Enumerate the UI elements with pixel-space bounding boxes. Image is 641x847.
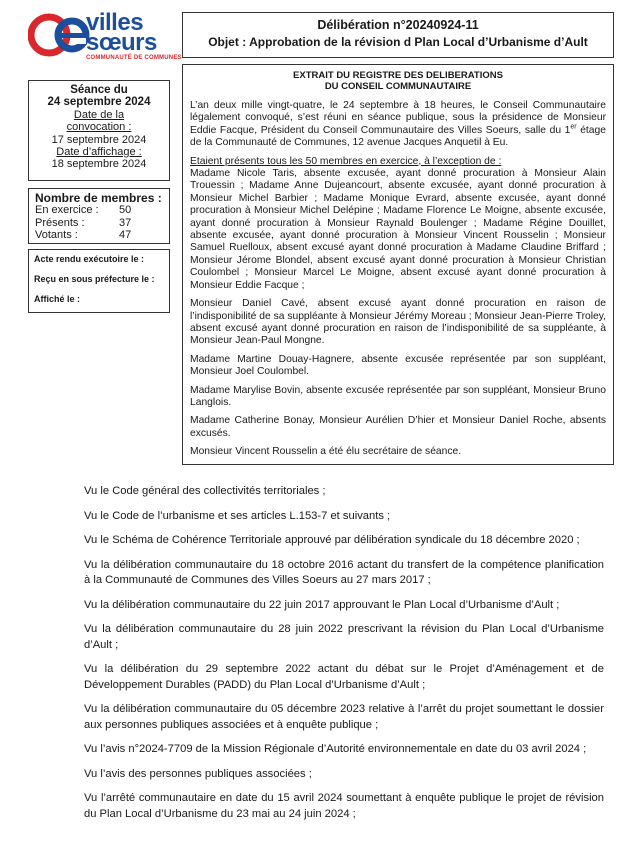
affichage-label: Date d’affichage : [56,146,142,159]
members-row [35,217,163,229]
vu-item: Vu le Schéma de Cohérence Territoriale approuvé par délibération syndicale du 18 décembre 2020 ; [84,534,580,546]
vu-item: Vu l’arrêté communautaire en date du 15 avril 2024 soumettant à enquête publique le projet de révision du Plan Local d’Urbanisme du 23 mai au 24 juin 2024 ; [84,792,604,820]
members-row [35,204,163,216]
members-row-value: 37 [119,216,132,229]
register-extract [182,64,614,465]
register-intro-sup: er [570,123,577,131]
register-intro-text-b: étage de la Communauté de Communes, 12 avenue Jacques Anquetil à Eu. [190,124,606,149]
absents-paragraph-1: Madame Nicole Taris, absente excusée, ayant donné procuration à Monsieur Alain Trouessin ; Madame Anne Dujeancourt, absente excusée, ayant donné procuration à Monsieur Michel Barbier ; Madame Monique Evrard, absente excusée, ayant donné procuration à Monsieur Michel Delépine ; Madame Florence Le Moigne, absente excusée, ayant donné procuration à Monsieur Raynald Boulenger ; Madame Régine Douillet, absente excusée, ayant donné procuration à Monsieur Vincent Rousselin ; Monsieur Samuel Ruelloux, absent excusé ayant donné procuration à Madame Claudine Briffard ; Monsieur Jérome Blondel, absent excusé ayant donné procuration à Monsieur Christian Coulombel ; Monsieur Marcel Le Moigne, absent excusé ayant donné procuration à Monsieur Eddie Facque ; [190,168,606,291]
members-title: Nombre de membres : [35,191,162,205]
members-row-value: 50 [119,204,132,217]
logo-subtitle: COMMUNAUTÉ DE COMMUNES [86,55,182,61]
vu-item: Vu la délibération communautaire du 28 juin 2022 prescrivant la révision du Plan Local d’Urbanisme d’Ault ; [84,623,604,651]
members-row-value: 47 [119,229,132,242]
vu-item: Vu la délibération communautaire du 22 juin 2017 approuvant le Plan Local d’Urbanisme d’Ault ; [84,598,560,611]
deliberation-object: Objet : Approbation de la révision d Plan Local d’Urbanisme d’Ault [208,35,588,49]
logo-text-villes: villes [86,9,144,36]
seance-date: 24 septembre 2024 [47,96,151,109]
present-heading: Etaient présents tous les 50 membres en exercice, à l’exception de : [190,155,502,167]
seance-box [28,80,170,181]
vu-item: Vu l’avis des personnes publiques associées ; [84,767,312,780]
absents-paragraph-3: Madame Martine Douay-Hagnere, absente excusée représentée par son suppléant, Monsieur Joel Coulombel. [190,353,606,378]
deliberation-header [182,12,614,58]
logo [28,9,182,66]
acts-box [28,249,170,313]
members-row-label: En exercice : [35,204,99,217]
register-title [190,70,606,92]
logo-oe-mark [28,10,90,60]
recu-prefecture-label: Reçu en sous préfecture le : [34,274,155,284]
absents-paragraph-5: Madame Catherine Bonay, Monsieur Aurélien D’hier et Monsieur Daniel Roche, absents excusés. [190,415,606,439]
affiche-label: Affiché le : [34,294,81,304]
members-row-label: Votants : [35,229,78,242]
register-title-line-1: EXTRAIT DU REGISTRE DES DELIBERATIONS [293,70,503,81]
absents-paragraph-2: Monsieur Daniel Cavé, absent excusé ayant donné procuration en raison de l’indisponibilité de sa suppléante à Monsieur Jérémy Moreau ; Monsieur Jean-Pierre Troley, absent excusé ayant donné procuration en raison de l’indisponibilité de sa suppléante, à Monsieur Jean-Paul Mongne. [190,298,606,347]
deliberation-number: Délibération n°20240924-11 [317,18,479,32]
vu-item: Vu la délibération du 29 septembre 2022 actant du débat sur le Projet d’Aménagement et de Développement Durables (PADD) du Plan Local d’Urbanisme d’Ault ; [84,663,604,691]
vu-item: Vu l’avis n°2024-7709 de la Mission Régionale d’Autorité environnementale en date du 03 avril 2024 ; [84,743,587,755]
register-title-line-2: DU CONSEIL COMMUNAUTAIRE [324,81,472,92]
vu-item: Vu la délibération communautaire du 18 octobre 2016 actant du transfert de la compétence planification à la Communauté de Communes des Villes Soeurs au 27 mars 2017 ; [84,558,604,586]
vu-list [84,484,604,831]
secretary-line: Monsieur Vincent Rousselin a été élu secrétaire de séance. [190,446,462,458]
acte-executoire-label: Acte rendu exécutoire le : [34,254,145,264]
convocation-date: 17 septembre 2024 [51,133,147,146]
affichage-date: 18 septembre 2024 [51,158,147,171]
vu-item: Vu le Code de l’urbanisme et ses articles L.153-7 et suivants ; [84,509,391,522]
vu-item: Vu le Code général des collectivités territoriales ; [84,485,326,497]
register-intro-text-a: L’an deux mille vingt-quatre, le 24 septembre à 18 heures, le Conseil Communautaire légalement convoqué, s’est réuni en séance publique, sous la présidence de Monsieur Eddie Facque, Président du Conseil Communautaire des Villes Soeurs, salle du 1 [190,100,606,136]
members-row-label: Présents : [35,216,85,229]
seance-label: Séance du [70,84,128,96]
present-heading-para [190,156,606,168]
logo-text-soeurs: sœurs [86,29,157,56]
absents-paragraph-4: Madame Marylise Bovin, absente excusée représentée par son suppléant, Monsieur Bruno Langlois. [190,384,606,408]
register-intro [190,100,606,150]
vu-item: Vu la délibération communautaire du 05 décembre 2023 relative à l’arrêt du projet soumettant le dossier aux personnes publiques associées et à enquête publique ; [84,703,604,731]
members-box [28,188,170,244]
convocation-label-1: Date de la [73,108,125,121]
convocation-label-2: convocation : [66,121,132,134]
members-row [35,229,163,241]
